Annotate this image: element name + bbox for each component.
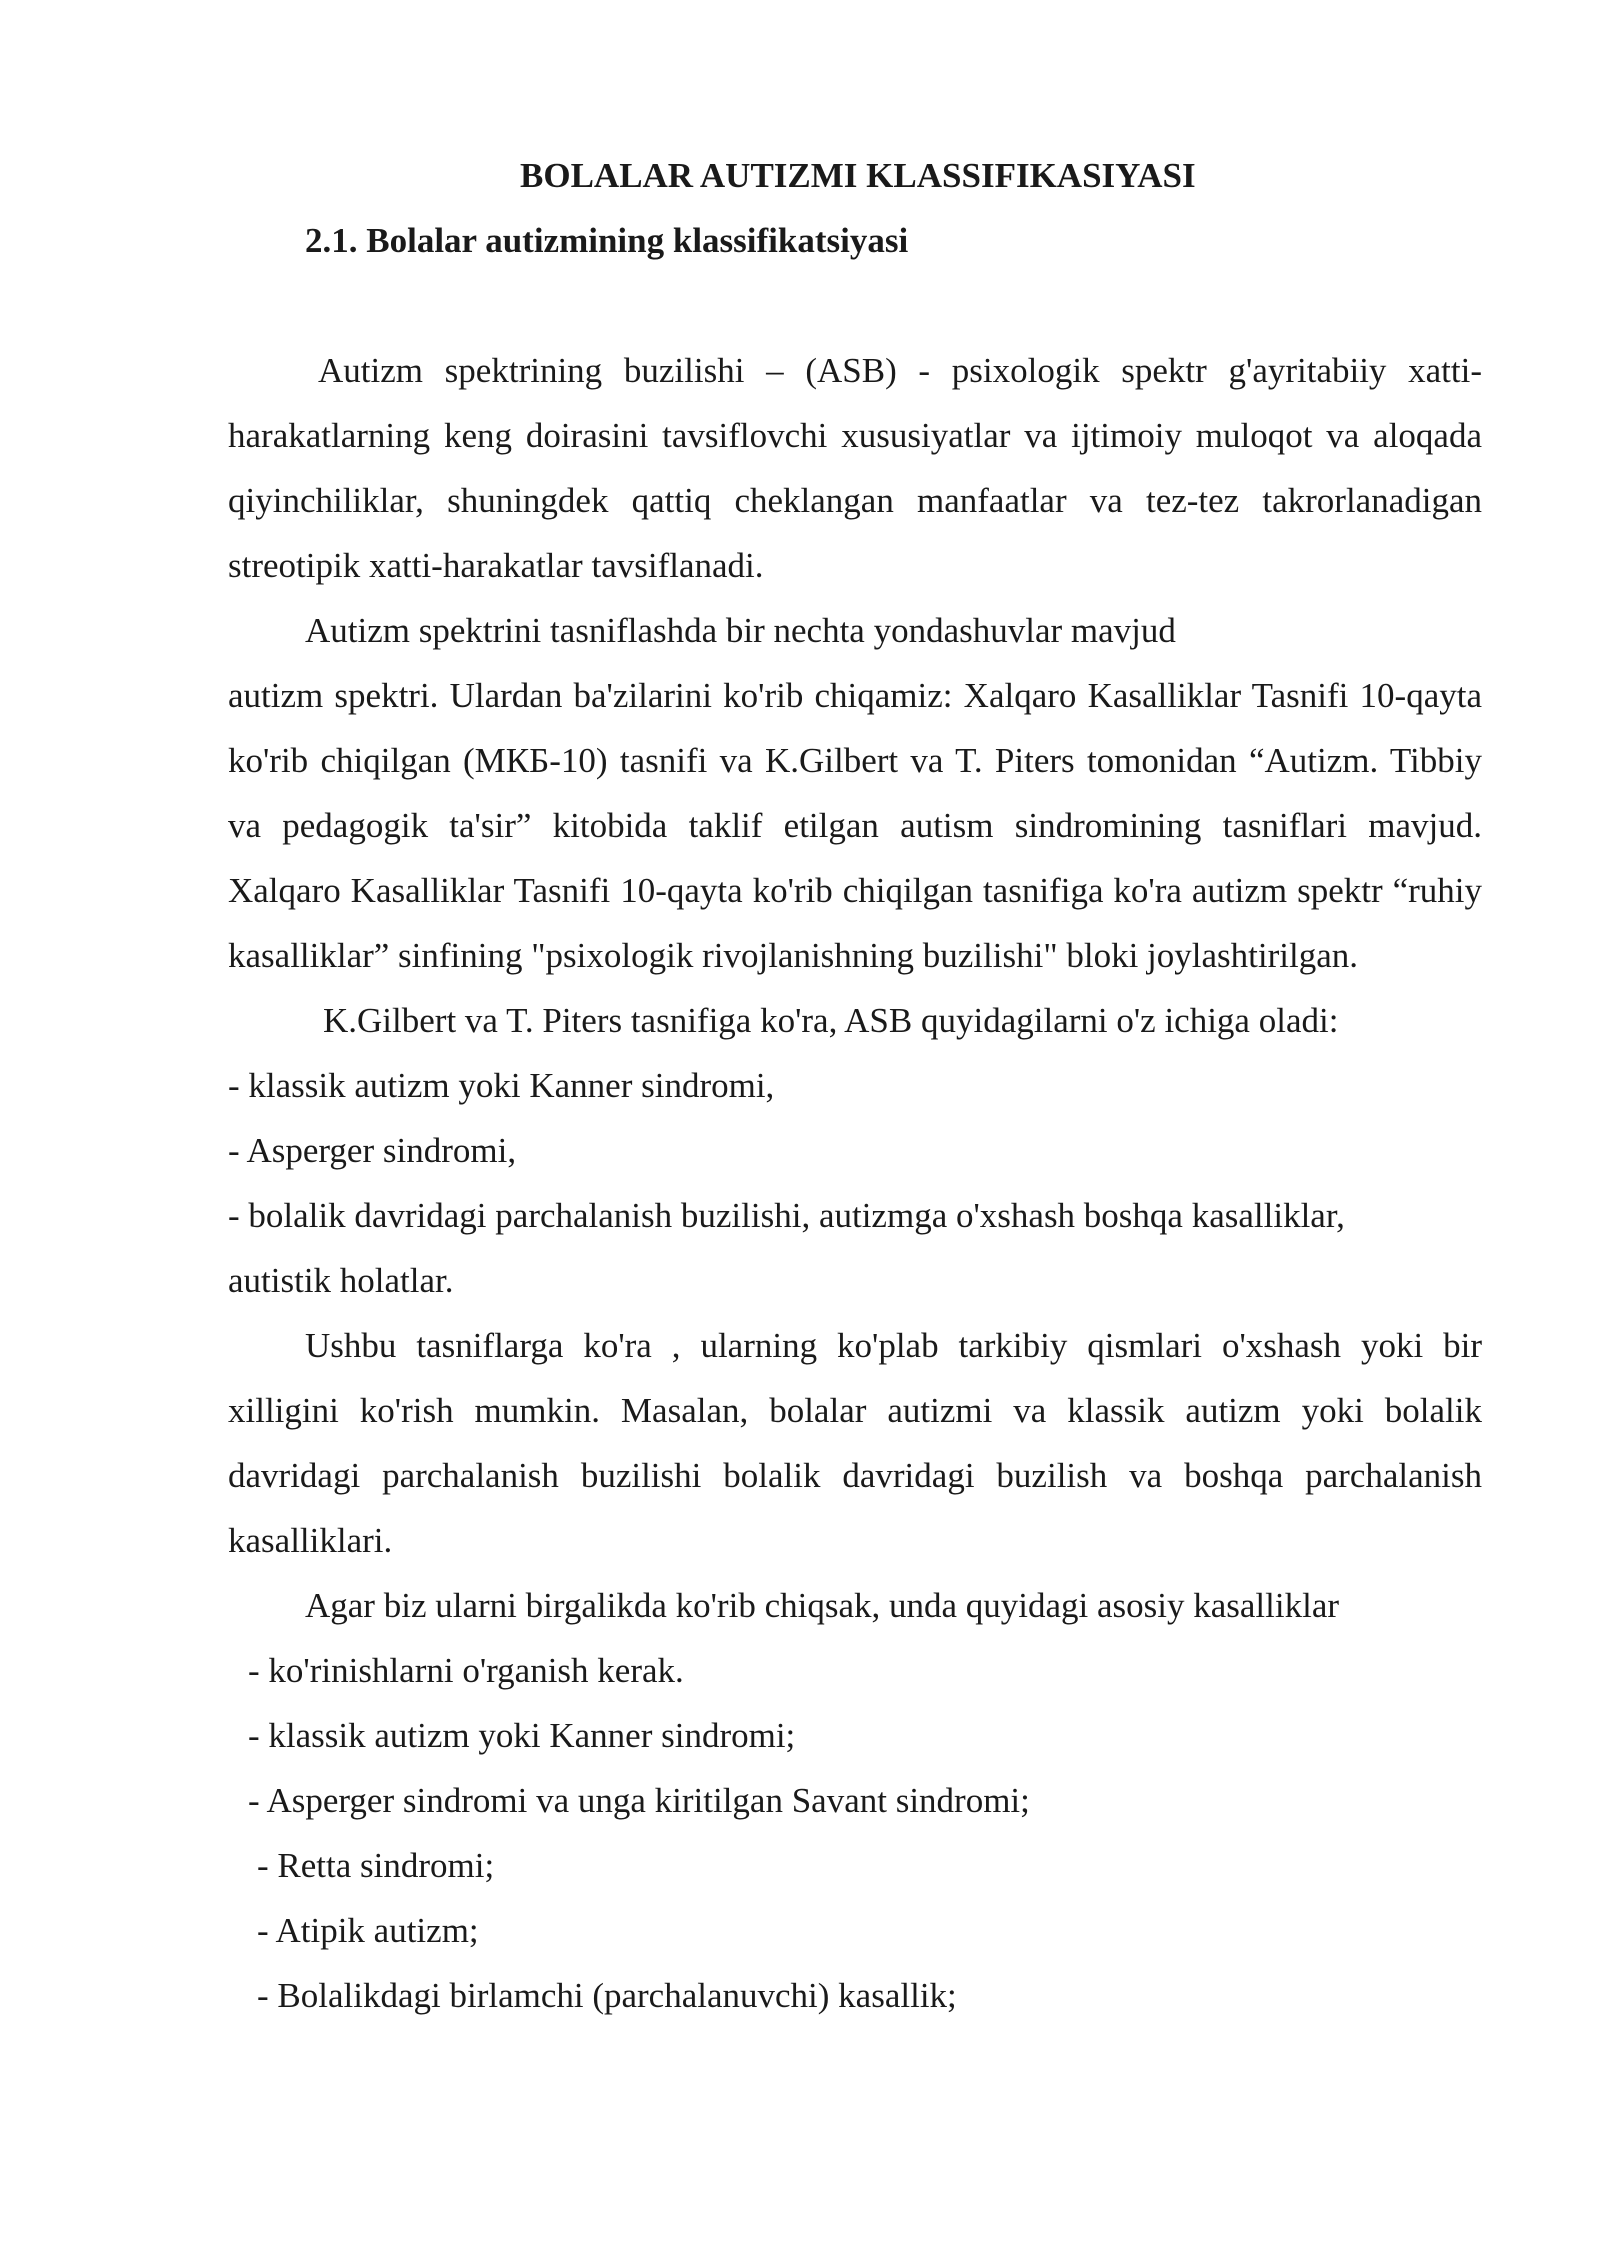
- list-item: - ko'rinishlarni o'rganish kerak.: [248, 1651, 684, 1690]
- document-body: [228, 143, 1482, 2028]
- list-item: - klassik autizm yoki Kanner sindromi;: [248, 1716, 796, 1755]
- list-item: - Atipik autizm;: [257, 1911, 479, 1950]
- list-main-diseases: [228, 1638, 1482, 2028]
- paragraph-main-diseases: Agar biz ularni birgalikda ko'rib chiqsak, unda quyidagi asosiy kasalliklar: [305, 1586, 1340, 1625]
- paragraph-classifications: autizm spektri. Ulardan ba'zilarini ko'rib chiqamiz: Xalqaro Kasalliklar Tasnifi 10-qayta ko'rib chiqilgan (МКБ-10) tasnifi va K.Gilbert va T. Piters tomonidan “Autizm. Tibbiy va pedagogik ta'sir” kitobida taklif etilgan autism sindromining tasniflari mavjud. Xalqaro Kasalliklar Tasnifi 10-qayta ko'rib chiqilgan tasnifiga ko'ra autizm spektr “ruhiy kasalliklar” sinfining "psixologik rivojlanishning buzilishi" bloki joylashtirilgan.: [228, 676, 1482, 975]
- list-item: - bolalik davridagi parchalanish buzilishi, autizmga o'xshash boshqa kasalliklar,: [228, 1196, 1345, 1235]
- paragraph-gilbert-piters: K.Gilbert va T. Piters tasnifiga ko'ra, ASB quyidagilarni o'z ichiga oladi:: [323, 1001, 1339, 1040]
- paragraph-similarity: Ushbu tasniflarga ko'ra , ularning ko'plab tarkibiy qismlari o'xshash yoki bir xilligini ko'rish mumkin. Masalan, bolalar autizmi va klassik autizm yoki bolalik davridagi parchalanish buzilishi bolalik davridagi buzilish va boshqa parchalanish kasalliklari.: [228, 1326, 1482, 1560]
- list-item: - Retta sindromi;: [257, 1846, 495, 1885]
- list-item: - klassik autizm yoki Kanner sindromi,: [228, 1066, 775, 1105]
- blank-line: [228, 273, 1482, 338]
- section-heading: 2.1. Bolalar autizmining klassifikatsiyasi: [305, 221, 909, 260]
- list-item: - Asperger sindromi va unga kiritilgan Savant sindromi;: [248, 1781, 1030, 1820]
- list-gilbert-piters: [228, 1053, 1482, 1313]
- list-item: autistik holatlar.: [228, 1261, 454, 1300]
- paragraph-asb-definition: Autizm spektrining buzilishi – (ASB) - psixologik spektr g'ayritabiiy xatti-harakatlarning keng doirasini tavsiflovchi xususiyatlar va ijtimoiy muloqot va aloqada qiyinchiliklar, shuningdek qattiq cheklangan manfaatlar va tez-tez takrorlanadigan streotipik xatti-harakatlar tavsiflanadi.: [228, 351, 1482, 585]
- list-item: - Bolalikdagi birlamchi (parchalanuvchi) kasallik;: [257, 1976, 957, 2015]
- document-title: BOLALAR AUTIZMI KLASSIFIKASIYASI: [520, 156, 1196, 195]
- list-item: - Asperger sindromi,: [228, 1131, 517, 1170]
- paragraph-approaches-intro: Autizm spektrini tasniflashda bir nechta yondashuvlar mavjud: [305, 611, 1176, 650]
